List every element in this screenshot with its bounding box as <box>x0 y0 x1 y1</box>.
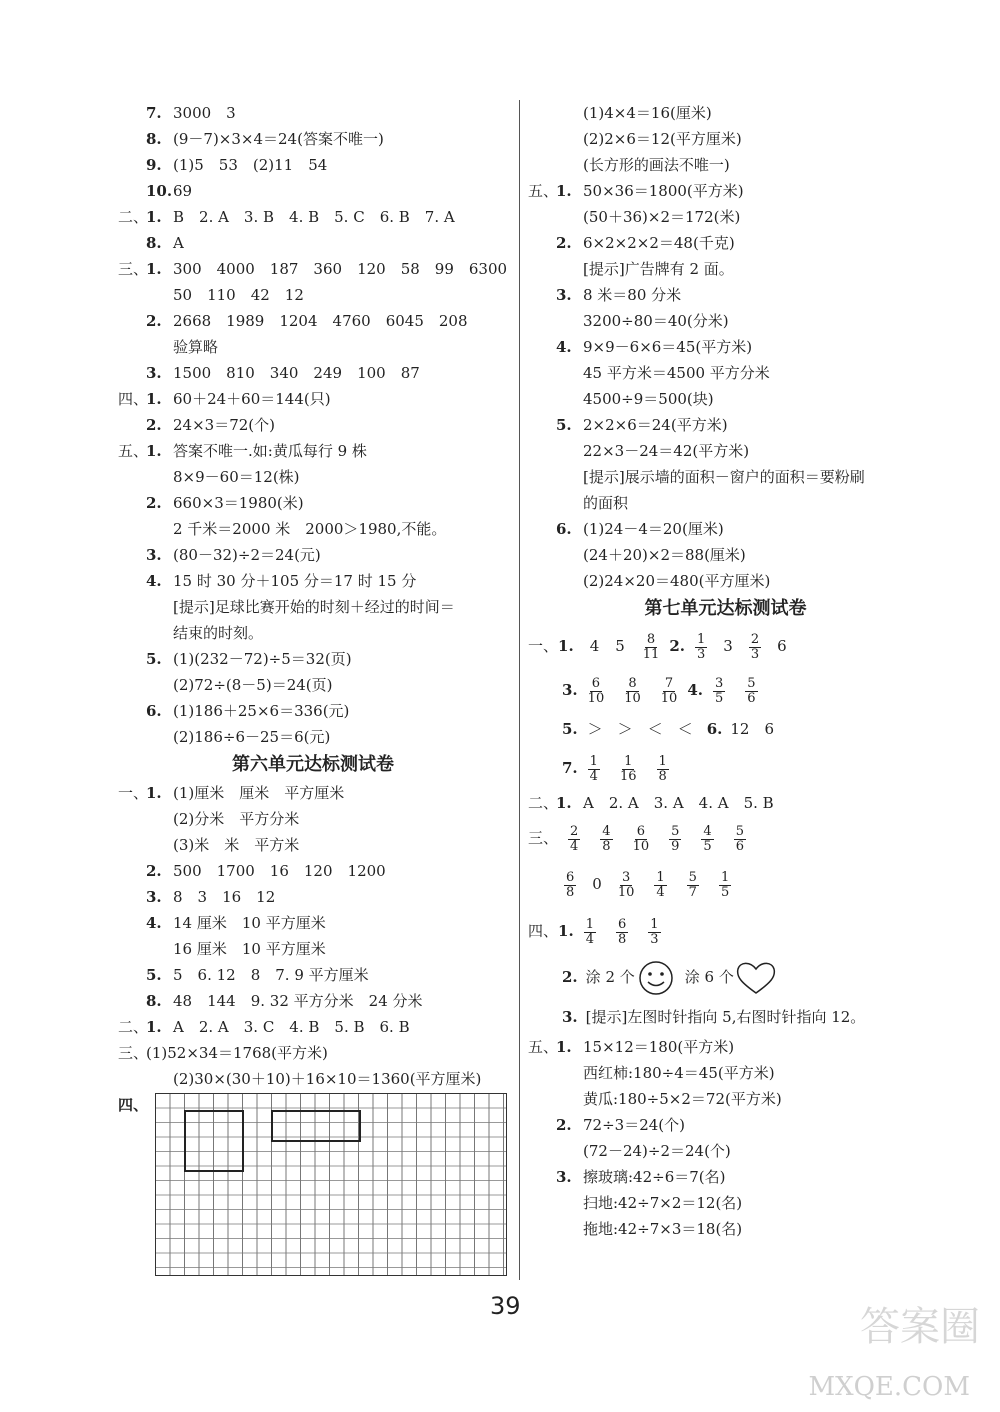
fraction <box>719 871 731 900</box>
question-number: 3. <box>146 546 162 564</box>
denominator: 3 <box>697 646 706 662</box>
question-number: 8. <box>146 234 162 252</box>
answer-text: (1)(232－72)÷5＝32(页) <box>173 650 352 668</box>
answer-text: 50×36＝1800(平方米) <box>583 182 744 200</box>
watermark-logo-text: 答案圈 <box>860 1304 980 1350</box>
denominator: 3 <box>750 646 760 662</box>
numerator: 1 <box>658 753 667 769</box>
answer-text: (2)186÷6－25＝6(元) <box>173 728 331 746</box>
fraction <box>568 825 580 854</box>
question-number: 3. <box>556 1168 572 1186</box>
answer-text: (1)24－4＝20(厘米) <box>583 520 724 538</box>
answer-text: [提示]广告牌有 2 面。 <box>583 260 734 278</box>
numerator: 5 <box>688 869 697 885</box>
right-column <box>528 100 923 1242</box>
question-number: 1. <box>558 922 574 940</box>
answer-line <box>118 724 508 750</box>
question-number: 1. <box>558 637 574 655</box>
answer-line <box>528 282 923 308</box>
question-number: 2. <box>556 234 572 252</box>
answer-text: 8 米＝80 分米 <box>583 286 682 304</box>
answer-line <box>118 230 508 256</box>
answer-text: 660×3＝1980(米) <box>173 494 304 512</box>
fraction <box>584 918 596 947</box>
question-number: 1. <box>556 1038 572 1056</box>
answer-text: ＞ ＞ ＜ ＜ <box>587 720 693 738</box>
fraction <box>687 871 699 900</box>
answer-line <box>118 698 508 724</box>
answer-text: (50＋36)×2＝172(米) <box>583 208 741 226</box>
answer-line <box>118 386 508 412</box>
answer-line <box>118 542 508 568</box>
answer-text: 15 时 30 分＋105 分＝17 时 15 分 <box>173 572 417 590</box>
answer-line <box>118 178 508 204</box>
answer-line <box>528 386 923 412</box>
numerator: 6 <box>636 823 645 839</box>
answer-text: (1)4×4＝16(厘米) <box>583 104 712 122</box>
answer-text: B 2. A 3. B 4. B 5. C 6. B 7. A <box>173 208 455 226</box>
question-number: 4. <box>146 572 162 590</box>
answer-line <box>118 308 508 334</box>
denominator: 4 <box>570 838 579 854</box>
section-number: 三、 <box>118 260 149 278</box>
answer-text: [提示]足球比赛开始的时刻＋经过的时间＝ <box>173 598 455 616</box>
answer-text: (9－7)×3×4＝24(答案不唯一) <box>173 130 384 148</box>
section-number: 四、 <box>118 390 149 408</box>
answer-text: 2 千米＝2000 米 2000＞1980,不能。 <box>173 520 447 538</box>
answer-text: 3200÷80＝40(分米) <box>583 312 729 330</box>
denominator: 5 <box>703 838 712 854</box>
question-number: 2. <box>146 494 162 512</box>
answer-text: 69 <box>173 182 193 200</box>
numerator: 1 <box>585 916 594 932</box>
answer-text: 的面积 <box>583 494 629 512</box>
answer-text: 9×9－6×6＝45(平方米) <box>583 338 753 356</box>
numerator: 3 <box>621 869 631 885</box>
fraction <box>620 755 637 784</box>
fraction <box>564 871 576 900</box>
fraction <box>745 677 757 706</box>
watermark-url: MXQE.COM <box>808 1372 970 1402</box>
answer-line <box>118 962 508 988</box>
answer-text: 扫地:42÷7×2＝12(名) <box>583 1194 743 1212</box>
answer-line <box>528 256 923 282</box>
answer-text: 3 <box>723 637 733 655</box>
numerator: 1 <box>624 753 633 769</box>
question-number: 3. <box>556 286 572 304</box>
answer-text: 8 3 16 12 <box>173 888 276 906</box>
answer-text: (72－24)÷2＝24(个) <box>583 1142 731 1160</box>
answer-text: (80－32)÷2＝24(元) <box>173 546 321 564</box>
smiley-face-icon <box>635 959 677 997</box>
answer-line <box>528 490 923 516</box>
answer-text: (1)52×34＝1768(平方米) <box>146 1044 328 1062</box>
answer-line <box>118 1066 508 1092</box>
question-number: 4. <box>556 338 572 356</box>
answer-line <box>118 672 508 698</box>
answer-line <box>118 412 508 438</box>
section-number: 三、 <box>118 1044 149 1062</box>
answer-line <box>528 360 923 386</box>
numerator: 1 <box>656 869 665 885</box>
grid-label: 四、 <box>118 1096 149 1114</box>
fraction <box>661 677 678 706</box>
fraction <box>600 825 612 854</box>
numerator: 5 <box>747 675 756 691</box>
answer-text: (1)186＋25×6＝336(元) <box>173 702 350 720</box>
answer-text: 答案不唯一.如:黄瓜每行 9 株 <box>173 442 367 460</box>
question-number: 8. <box>146 130 162 148</box>
numerator: 8 <box>646 631 656 647</box>
answer-text: 擦玻璃:42÷6＝7(名) <box>583 1168 726 1186</box>
answer-text: 6×2×2×2＝48(千克) <box>583 234 735 252</box>
section-number: 二、 <box>528 794 559 812</box>
answer-text: 48 144 9. 32 平方分米 24 分米 <box>173 992 423 1010</box>
answer-text: 结束的时刻。 <box>173 624 264 642</box>
question-number: 1. <box>146 208 162 226</box>
question-number: 1. <box>556 794 572 812</box>
answer-text: 50 110 42 12 <box>173 286 304 304</box>
numerator: 1 <box>697 631 706 647</box>
answer-line <box>118 936 508 962</box>
fraction-row <box>528 860 923 908</box>
question-number: 7. <box>562 759 578 777</box>
question-number: 1. <box>146 442 162 460</box>
question-number: 2. <box>146 312 162 330</box>
answer-line <box>118 360 508 386</box>
fraction <box>648 918 660 947</box>
numerator: 4 <box>602 823 611 839</box>
question-number: 7. <box>146 104 162 122</box>
answer-line <box>528 1138 923 1164</box>
denominator: 8 <box>566 884 575 900</box>
question-number: 6. <box>146 702 162 720</box>
answer-line <box>528 516 923 542</box>
answer-line <box>118 464 508 490</box>
numerator: 1 <box>589 753 598 769</box>
answer-text: 0 <box>592 875 602 893</box>
answer-text: 2668 1989 1204 4760 6045 208 <box>173 312 468 330</box>
denominator: 8 <box>617 931 627 947</box>
fraction-row <box>528 668 923 712</box>
question-number: 1. <box>146 260 162 278</box>
section-number: 三、 <box>528 829 559 847</box>
numerator: 6 <box>566 869 575 885</box>
heart-icon <box>734 959 778 997</box>
question-number: 5. <box>556 416 572 434</box>
answer-line <box>118 100 508 126</box>
denominator: 4 <box>656 884 665 900</box>
question-number: 2. <box>562 968 578 986</box>
section-number: 二、 <box>118 1018 149 1036</box>
answer-line <box>118 256 508 282</box>
answer-text: 6 <box>777 637 787 655</box>
answer-line <box>528 334 923 360</box>
fraction-row <box>528 1000 923 1034</box>
answer-line <box>528 568 923 594</box>
answer-line <box>118 126 508 152</box>
numerator: 4 <box>703 823 712 839</box>
numerator: 2 <box>570 823 579 839</box>
answer-text: 5 <box>615 637 625 655</box>
question-number: 1. <box>146 1018 162 1036</box>
answer-line <box>118 204 508 230</box>
question-number: 5. <box>146 966 162 984</box>
fraction <box>713 677 725 706</box>
numerator: 1 <box>720 869 730 885</box>
answer-text: 4 <box>589 637 600 655</box>
denominator: 3 <box>650 931 659 947</box>
fraction <box>624 677 641 706</box>
answer-line <box>528 1164 923 1190</box>
numerator: 5 <box>671 823 680 839</box>
question-number: 1. <box>556 182 572 200</box>
numerator: 3 <box>714 675 724 691</box>
answer-text: (长方形的画法不唯一) <box>583 156 730 174</box>
answer-line <box>118 1014 508 1040</box>
question-number: 1. <box>146 390 162 408</box>
answer-line <box>528 1086 923 1112</box>
denominator: 10 <box>624 690 641 706</box>
question-number: 4. <box>687 681 703 699</box>
numerator: 2 <box>750 631 760 647</box>
answer-line <box>118 282 508 308</box>
answer-line <box>118 620 508 646</box>
answer-text: 4500÷9＝500(块) <box>583 390 714 408</box>
answer-line <box>528 1060 923 1086</box>
answer-line <box>528 412 923 438</box>
answer-text: (24＋20)×2＝88(厘米) <box>583 546 746 564</box>
fraction <box>616 918 628 947</box>
answer-text: 14 厘米 10 平方厘米 <box>173 914 326 932</box>
answer-text: 24×3＝72(个) <box>173 416 275 434</box>
column-divider <box>519 100 520 1280</box>
answer-line <box>118 568 508 594</box>
section-number: 一、 <box>118 784 149 802</box>
answer-text: 涂 6 个 <box>684 968 734 986</box>
answer-line <box>118 516 508 542</box>
fraction <box>654 871 666 900</box>
fraction-row <box>528 746 923 790</box>
answer-text: 60＋24＋60＝144(只) <box>173 390 331 408</box>
fraction <box>695 633 707 662</box>
answer-text: 涂 2 个 <box>585 968 635 986</box>
answer-line <box>528 1216 923 1242</box>
denominator: 4 <box>589 768 598 784</box>
question-number: 6. <box>556 520 572 538</box>
answer-line <box>118 490 508 516</box>
section-number: 五、 <box>118 442 149 460</box>
answer-line <box>528 204 923 230</box>
answer-text: A 2. A 3. A 4. A 5. B <box>583 794 774 812</box>
square-drawing <box>184 1110 244 1172</box>
answer-line <box>528 230 923 256</box>
question-number: 2. <box>556 1116 572 1134</box>
answer-line <box>118 1040 508 1066</box>
question-number: 2. <box>146 862 162 880</box>
denominator: 9 <box>671 838 680 854</box>
denominator: 11 <box>642 646 660 662</box>
answer-line <box>528 790 923 816</box>
answer-text: (2)30×(30＋10)＋16×10＝1360(平方厘米) <box>173 1070 482 1088</box>
question-number: 8. <box>146 992 162 1010</box>
section-number: 四、 <box>528 922 559 940</box>
answer-text: 45 平方米＝4500 平方分米 <box>583 364 770 382</box>
denominator: 5 <box>720 884 730 900</box>
question-number: 2. <box>669 637 685 655</box>
answer-line <box>118 646 508 672</box>
answer-text: 1500 810 340 249 100 87 <box>173 364 420 382</box>
fraction <box>657 755 669 784</box>
numerator: 1 <box>650 916 659 932</box>
section-number: 一、 <box>528 637 559 655</box>
fraction-row <box>528 624 923 668</box>
answer-line <box>528 438 923 464</box>
question-number: 9. <box>146 156 162 174</box>
question-number: 3. <box>146 364 162 382</box>
section-number: 二、 <box>118 208 149 226</box>
answer-text: 8×9－60＝12(株) <box>173 468 300 486</box>
answer-text: (2)2×6＝12(平方厘米) <box>583 130 742 148</box>
answer-text: [提示]展示墙的面积－窗户的面积＝要粉刷 <box>583 468 865 486</box>
denominator: 5 <box>714 690 724 706</box>
answer-line <box>118 152 508 178</box>
question-number: 4. <box>146 914 162 932</box>
fraction <box>669 825 681 854</box>
answer-text: A <box>173 234 184 252</box>
fraction <box>618 871 635 900</box>
answer-text: 5 6. 12 8 7. 9 平方厘米 <box>173 966 369 984</box>
answer-text: 2×2×6＝24(平方米) <box>583 416 728 434</box>
answer-line <box>118 806 508 832</box>
answer-line <box>118 858 508 884</box>
left-column <box>118 100 508 1092</box>
answer-text: 500 1700 16 120 1200 <box>173 862 386 880</box>
unit7-title: 第七单元达标测试卷 <box>644 598 807 619</box>
answer-line <box>118 334 508 360</box>
question-number: 5. <box>562 720 578 738</box>
numerator: 7 <box>664 675 674 691</box>
answer-line <box>528 1190 923 1216</box>
answer-text: (3)米 米 平方米 <box>173 836 300 854</box>
denominator: 8 <box>658 768 667 784</box>
answer-line <box>118 832 508 858</box>
answer-text: 72÷3＝24(个) <box>583 1116 685 1134</box>
answer-text: 西红柿:180÷4＝45(平方米) <box>583 1064 775 1082</box>
question-number: 3. <box>562 681 578 699</box>
denominator: 7 <box>688 884 697 900</box>
answer-line <box>118 780 508 806</box>
answer-text: (2)24×20＝480(平方厘米) <box>583 572 771 590</box>
question-number: 3. <box>562 1008 578 1026</box>
answer-text: 22×3－24＝42(平方米) <box>583 442 750 460</box>
denominator: 8 <box>602 838 611 854</box>
section-number: 五、 <box>528 1038 559 1056</box>
fraction <box>643 633 660 662</box>
answer-line <box>118 884 508 910</box>
question-number: 1. <box>146 784 162 802</box>
answer-line <box>118 594 508 620</box>
fraction <box>588 677 605 706</box>
answer-text: 300 4000 187 360 120 58 99 6300 <box>173 260 508 278</box>
answer-text: 黄瓜:180÷5×2＝72(平方米) <box>583 1090 782 1108</box>
answer-line <box>528 1034 923 1060</box>
fraction-row <box>528 954 923 1000</box>
answer-text: 3000 3 <box>173 104 236 122</box>
answer-line <box>528 1112 923 1138</box>
denominator: 10 <box>660 690 678 706</box>
denominator: 4 <box>585 931 594 947</box>
answer-text: 12 6 <box>730 720 774 738</box>
answer-line <box>528 308 923 334</box>
fraction-row <box>528 712 923 746</box>
rectangle-drawing <box>271 1110 361 1142</box>
question-number: 2. <box>146 416 162 434</box>
answer-line <box>528 542 923 568</box>
answer-line <box>118 910 508 936</box>
answer-text: 验算略 <box>173 338 219 356</box>
section-number: 五、 <box>528 182 559 200</box>
question-number: 10. <box>146 182 173 200</box>
question-number: 3. <box>146 888 162 906</box>
denominator: 6 <box>747 690 756 706</box>
answer-text: [提示]左图时针指向 5,右图时针指向 12。 <box>585 1008 866 1026</box>
answer-text: 拖地:42÷7×3＝18(名) <box>583 1220 743 1238</box>
unit6-title: 第六单元达标测试卷 <box>232 754 394 775</box>
fraction <box>588 755 600 784</box>
fraction <box>633 825 650 854</box>
answer-line <box>528 126 923 152</box>
denominator: 6 <box>735 838 744 854</box>
numerator: 6 <box>617 916 627 932</box>
answer-line <box>528 178 923 204</box>
fraction-row <box>528 908 923 954</box>
denominator: 10 <box>617 884 635 900</box>
denominator: 10 <box>587 690 605 706</box>
fraction <box>749 633 761 662</box>
drawing-grid <box>155 1093 507 1276</box>
numerator: 5 <box>735 823 744 839</box>
answer-line <box>528 464 923 490</box>
denominator: 10 <box>632 838 650 854</box>
answer-text: (1)厘米 厘米 平方厘米 <box>173 784 345 802</box>
denominator: 16 <box>619 768 637 784</box>
fraction-row <box>528 816 923 860</box>
answer-text: 16 厘米 10 平方厘米 <box>173 940 326 958</box>
answer-line <box>118 988 508 1014</box>
question-number: 6. <box>706 720 723 738</box>
answer-text: A 2. A 3. C 4. B 5. B 6. B <box>173 1018 410 1036</box>
answer-text: 15×12＝180(平方米) <box>583 1038 735 1056</box>
fraction <box>701 825 713 854</box>
answer-line <box>528 152 923 178</box>
answer-line <box>528 100 923 126</box>
fraction <box>734 825 746 854</box>
answer-line <box>118 438 508 464</box>
question-number: 5. <box>146 650 162 668</box>
answer-text: (1)5 53 (2)11 54 <box>173 156 328 174</box>
answer-text: (2)分米 平方分米 <box>173 810 300 828</box>
page-number: 39 <box>490 1292 521 1320</box>
answer-text: (2)72÷(8－5)＝24(页) <box>173 676 333 694</box>
numerator: 6 <box>591 675 601 691</box>
numerator: 8 <box>628 675 637 691</box>
